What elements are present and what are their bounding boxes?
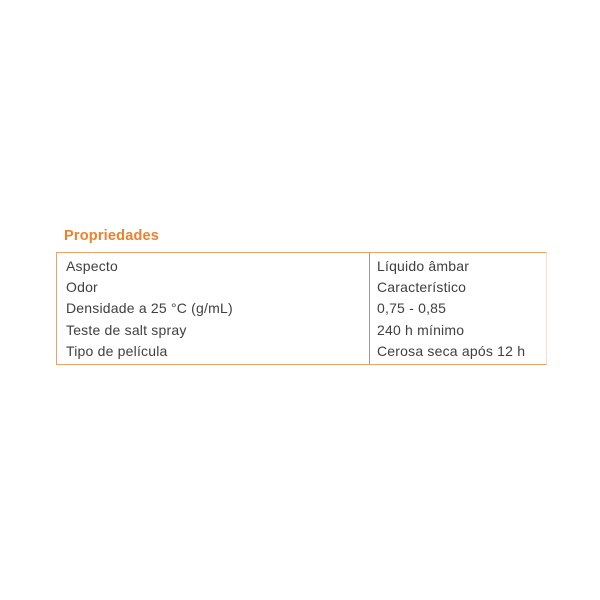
column-divider — [369, 253, 370, 364]
property-name-cell: Teste de salt spray — [66, 321, 187, 338]
property-value-cell: Líquido âmbar — [377, 257, 470, 274]
property-name-cell: Tipo de película — [66, 343, 168, 360]
table-row — [57, 341, 546, 362]
table-row — [57, 298, 546, 319]
table-row — [57, 277, 546, 298]
property-value-cell: 240 h mínimo — [377, 321, 465, 338]
table-row — [57, 255, 546, 276]
property-value-cell: Cerosa seca após 12 h — [377, 343, 526, 360]
property-name-cell: Odor — [66, 279, 98, 296]
property-name-cell: Aspecto — [66, 257, 118, 274]
properties-table — [56, 252, 547, 365]
property-name-cell: Densidade a 25 °C (g/mL) — [66, 300, 233, 317]
property-value-cell: Característico — [377, 279, 467, 296]
property-value-cell: 0,75 - 0,85 — [377, 300, 447, 317]
table-row — [57, 320, 546, 341]
section-title-propriedades: Propriedades — [64, 228, 160, 244]
